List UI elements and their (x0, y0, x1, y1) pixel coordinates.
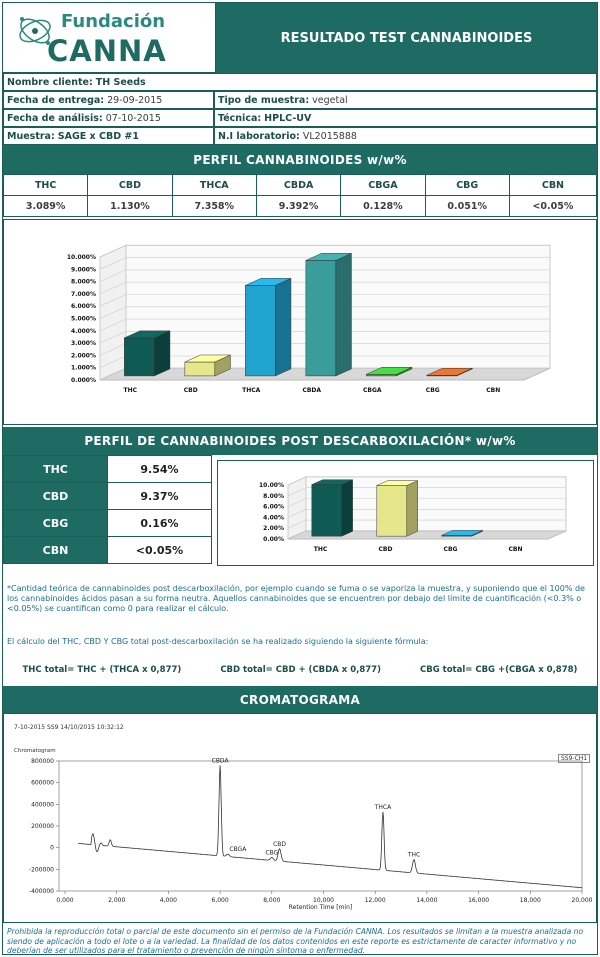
y-tick-label: 0.00% (263, 536, 284, 543)
formula-cbg: CBG total= CBG +(CBGA x 0,878) (419, 665, 578, 675)
profile-value: 0.051% (425, 196, 509, 217)
profile-header-row (4, 175, 597, 196)
bar-side-thc (342, 480, 353, 536)
x-tick-label: THC (123, 387, 138, 394)
x-tick-label: 20,000 (571, 897, 593, 904)
post-value: 9.54% (108, 456, 212, 483)
x-tick-label: CBGA (362, 387, 382, 394)
formula-cbd: CBD total= CBD + (CBDA x 0,877) (220, 665, 381, 675)
bar-cbd (185, 362, 215, 376)
lab-cell (214, 127, 597, 145)
profile-col-header: THCA (172, 175, 256, 196)
page-title: RESULTADO TEST CANNABINOIDES (216, 3, 597, 73)
y-tick-label: 7.000% (71, 290, 96, 298)
peak-label-cbga: CBGA (229, 846, 247, 854)
profile-col-header: CBGA (341, 175, 425, 196)
formula-thc: THC total= THC + (THCA x 0,877) (22, 665, 182, 675)
bar-side-cbda (336, 253, 352, 376)
post-name: CBG (4, 510, 108, 537)
chromatogram-title: CROMATOGRAMA (3, 686, 597, 713)
y-tick-label: 0.000% (71, 377, 96, 384)
y-tick-label: 8.000% (71, 278, 96, 286)
x-tick-label: CBD (378, 546, 393, 553)
x-tick-label: THCA (242, 387, 261, 394)
profile-value: 7.358% (172, 196, 256, 217)
post-name: CBN (4, 537, 108, 564)
profile-chart (3, 219, 597, 425)
formula-intro: El cálculo del THC, CBD Y CBG total post-descarboxilación se ha realizado siguiendo la siguiente fórmula: (7, 637, 429, 646)
y-tick-label: 5.000% (71, 315, 96, 323)
x-tick-label: CBG (425, 387, 440, 394)
profile-bar-chart (4, 220, 596, 424)
bar-cbda (306, 260, 336, 376)
profile-value: 3.089% (4, 196, 88, 217)
sample-type-cell (214, 91, 597, 109)
post-chart (217, 460, 594, 566)
x-tick-label: 6,000 (211, 897, 229, 904)
y-tick-label: 6.000% (71, 303, 96, 311)
x-tick-label: CBG (443, 546, 458, 553)
client-value: TH Seeds (95, 76, 146, 88)
profile-table (3, 174, 597, 217)
profile-col-header: CBDA (256, 175, 340, 196)
bar-side-thca (275, 278, 291, 376)
post-row (4, 510, 212, 537)
y-tick-label: 600000 (31, 779, 54, 787)
y-tick-label: 1.000% (71, 364, 96, 372)
profile-value-row (4, 196, 597, 217)
bar-thc (124, 338, 154, 376)
sample-type-value: vegetal (312, 94, 348, 106)
report-page (2, 2, 598, 955)
y-tick-label: 10.00% (259, 482, 284, 489)
bar-thc (312, 485, 342, 537)
technique-label: Técnica: (218, 112, 262, 124)
chromatogram-trace (78, 765, 582, 887)
lab-label: N.I laboratorio: (218, 130, 300, 142)
post-value: 0.16% (108, 510, 212, 537)
y-tick-label: 400000 (31, 801, 54, 809)
y-tick-label: -400000 (28, 888, 54, 895)
analysis-cell (3, 109, 214, 127)
profile-col-header: CBD (88, 175, 172, 196)
y-tick-label: -200000 (28, 866, 54, 874)
y-tick-label: 6.00% (263, 503, 284, 511)
peak-label-cbda: CBDA (211, 757, 229, 765)
post-row (4, 456, 212, 483)
x-tick-label: 8,000 (263, 897, 281, 904)
delivery-value: 29-09-2015 (107, 94, 163, 106)
footer-disclaimer: Prohibida la reproducción total o parcial de este documento sin el permiso de la Fundación CANNA. Los resultados se limitan a la muestra analizada no siendo de aplicación a todo el lote o a la variedad. La finalidad de los datos contenidos en este reporte es estrictamente de caracter informativo y no deberían de ser utilizados para el tratamiento o prevención de ningún síntoma o enfermedad. (7, 927, 584, 955)
peak-label-thc: THC (407, 851, 421, 859)
y-tick-label: 800000 (31, 758, 54, 765)
x-tick-label: 0,000 (56, 897, 74, 904)
technique-value: HPLC-UV (264, 112, 312, 124)
bar-thca (245, 285, 275, 376)
post-name: THC (4, 456, 108, 483)
profile-value: 9.392% (256, 196, 340, 217)
x-tick-label: 2,000 (108, 897, 126, 904)
y-tick-label: 9.000% (71, 266, 96, 274)
post-bar-chart (218, 461, 593, 565)
chromatogram-box (3, 713, 597, 923)
x-tick-label: 18,000 (519, 897, 541, 904)
y-tick-label: 3.000% (71, 340, 96, 348)
x-tick-label: CBN (508, 546, 523, 553)
y-tick-label: 4.00% (263, 514, 284, 522)
run-info: 7-10-2015 SS9 14/10/2015 10:32:12 (14, 724, 124, 731)
sample-cell (3, 127, 214, 145)
post-value: <0.05% (108, 537, 212, 564)
peak-label-thca: THCA (374, 803, 392, 811)
client-cell (3, 73, 597, 91)
peak-label-cbd: CBD (273, 840, 287, 848)
y-tick-label: 8.00% (263, 492, 284, 500)
channel-label: SS9-CH1 (558, 754, 590, 763)
client-label: Nombre cliente: (7, 76, 93, 88)
logo-canna: CANNA (47, 34, 167, 68)
profile-col-header: CBN (509, 175, 596, 196)
peak-label-cbg: CBG (265, 849, 279, 857)
bar-side-thc (154, 331, 170, 376)
sample-label: Muestra: (7, 130, 55, 142)
plot-frame (59, 761, 582, 891)
plot-title: Chromatogram (14, 748, 56, 754)
y-tick-label: 0 (50, 844, 54, 852)
x-tick-label: CBD (183, 387, 198, 394)
analysis-value: 07-10-2015 (105, 112, 161, 124)
x-tick-label: CBDA (302, 387, 322, 394)
post-name: CBD (4, 483, 108, 510)
y-tick-label: 2.000% (71, 352, 96, 360)
x-tick-label: 4,000 (159, 897, 177, 904)
x-tick-label: 16,000 (468, 897, 490, 904)
post-row (4, 537, 212, 564)
post-title: PERFIL DE CANNABINOIDES POST DESCARBOXILACIÓN* w/w% (3, 427, 597, 455)
profile-value: 1.130% (88, 196, 172, 217)
profile-value: 0.128% (341, 196, 425, 217)
sample-value: SAGE x CBD #1 (57, 130, 139, 142)
delivery-label: Fecha de entrega: (7, 94, 105, 106)
x-tick-label: 14,000 (416, 897, 438, 904)
sample-type-label: Tipo de muestra: (218, 94, 310, 106)
logo-fundacion: Fundación (61, 11, 166, 32)
post-value: 9.37% (108, 483, 212, 510)
formulas (3, 665, 597, 675)
profile-col-header: THC (4, 175, 88, 196)
footnote: *Cantidad teórica de cannabinoides post descarboxilación, por ejemplo cuando se fuma o se vaporiza la muestra, y suponiendo que el 100% de los cannabinoides ácidos pasan a su forma neutra. Aquellos cannabinoides que se encuentren por debajo del límite de cuantificación (<0.3% o <0.05%) se cuantifican como 0 para realizar el cálculo. (7, 584, 585, 613)
profile-title: PERFIL CANNABINOIDES w/w% (3, 145, 597, 174)
y-tick-label: 10.000% (66, 254, 96, 261)
delivery-cell (3, 91, 214, 109)
profile-col-header: CBG (425, 175, 509, 196)
x-axis-label: Retention Time [min] (288, 904, 353, 911)
x-tick-label: CBN (486, 387, 501, 394)
bar-side-cbd (407, 481, 418, 536)
bar-cbd (377, 486, 407, 537)
lab-value: VL2015888 (302, 130, 357, 142)
y-tick-label: 200000 (31, 823, 54, 830)
y-tick-label: 2.00% (263, 525, 284, 533)
profile-value: <0.05% (509, 196, 596, 217)
post-row (4, 483, 212, 510)
logo-box (3, 3, 216, 73)
x-tick-label: 10,000 (313, 897, 334, 904)
x-tick-label: 12,000 (364, 897, 386, 904)
chromatogram-plot (4, 714, 596, 922)
technique-cell (214, 109, 597, 127)
post-table (3, 455, 212, 564)
y-tick-label: 4.000% (71, 327, 96, 335)
analysis-label: Fecha de análisis: (7, 112, 103, 124)
x-tick-label: THC (313, 546, 328, 553)
chart-side-wall (288, 477, 306, 539)
